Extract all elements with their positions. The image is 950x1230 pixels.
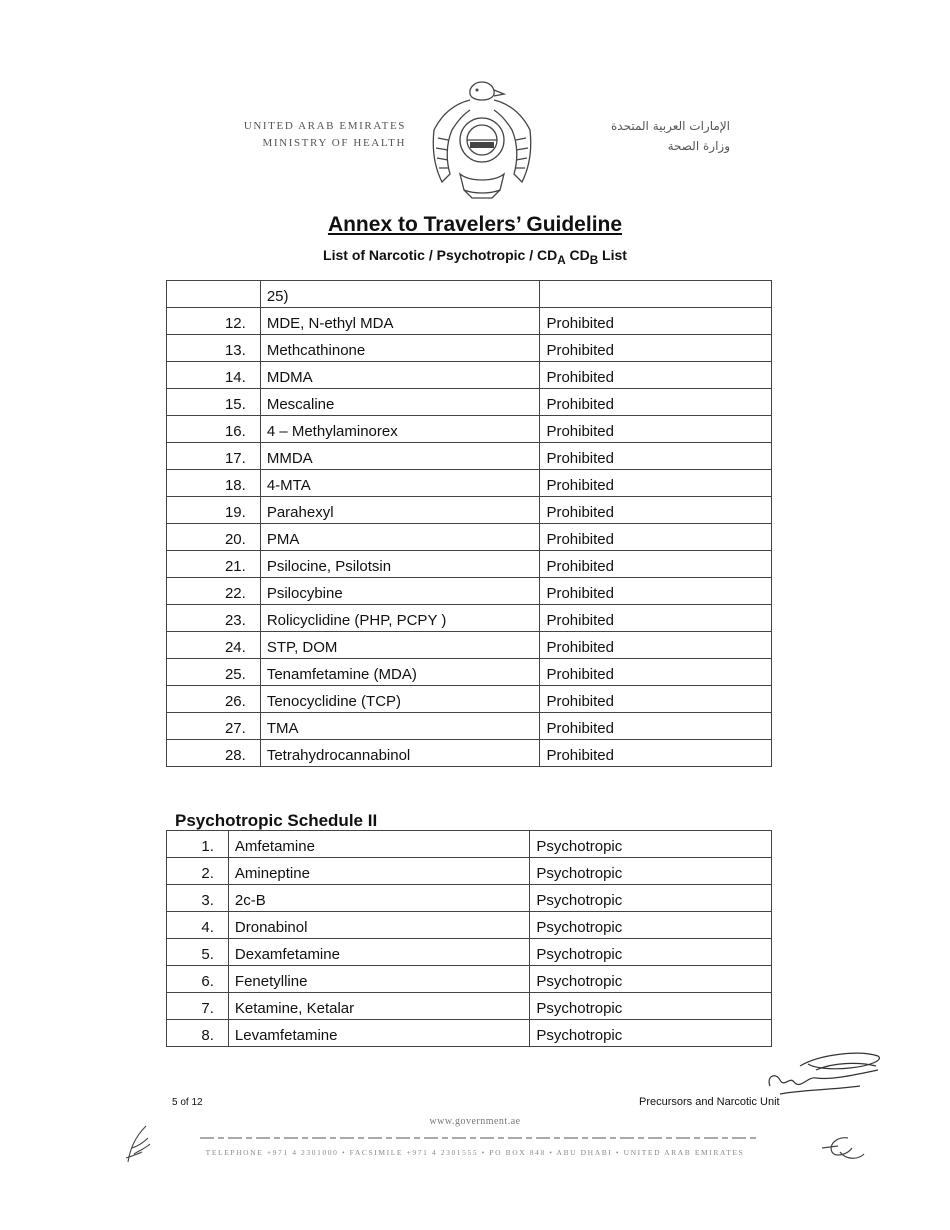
substance-name-cell: [260, 605, 540, 632]
row-number-cell: [167, 497, 261, 524]
row-number-cell: [167, 605, 261, 632]
substance-status: Prohibited: [546, 639, 614, 656]
substance-status-cell: [540, 389, 772, 416]
row-number-cell: [167, 632, 261, 659]
substance-name: MDMA: [266, 369, 313, 386]
row-number: 5.: [201, 946, 214, 963]
table-row: [167, 993, 772, 1020]
substance-status: Psychotropic: [536, 919, 623, 936]
table-row: [167, 497, 772, 524]
table-row: [167, 686, 772, 713]
subtitle-suffix: List: [598, 247, 627, 263]
substance-name: Fenetylline: [234, 973, 308, 990]
table-row: [167, 858, 772, 885]
substance-name: Tenocyclidine (TCP): [266, 693, 402, 710]
substance-name: 4-MTA: [266, 477, 311, 494]
row-number-cell: [167, 966, 229, 993]
substance-status-cell: [530, 939, 772, 966]
substance-status-cell: [540, 308, 772, 335]
substance-name-cell: [228, 885, 529, 912]
row-number-cell: [167, 713, 261, 740]
substance-status: Prohibited: [546, 585, 614, 602]
table-row: [167, 308, 772, 335]
substance-status: Psychotropic: [536, 838, 623, 855]
substance-name: STP, DOM: [266, 639, 338, 656]
substance-status: Prohibited: [546, 369, 614, 386]
substance-name: Levamfetamine: [234, 1027, 338, 1044]
table-row: [167, 740, 772, 767]
substance-status-cell: [540, 497, 772, 524]
substance-status: Prohibited: [546, 504, 614, 521]
handwritten-signature: [760, 1036, 890, 1100]
substance-name: 25): [266, 288, 289, 305]
row-number-cell: [167, 281, 261, 308]
table-row: [167, 443, 772, 470]
table-row: [167, 389, 772, 416]
substance-status-cell: [540, 659, 772, 686]
substance-status: Psychotropic: [536, 1000, 623, 1017]
table-row: [167, 281, 772, 308]
row-number-cell: [167, 470, 261, 497]
handwritten-initials-left: [118, 1118, 158, 1164]
substance-name-cell: [228, 966, 529, 993]
table-row: [167, 912, 772, 939]
substance-status-cell: [540, 740, 772, 767]
substance-status: Prohibited: [546, 558, 614, 575]
substance-status: Prohibited: [546, 531, 614, 548]
row-number: 7.: [201, 1000, 214, 1017]
ministry-name-english: [236, 118, 406, 152]
substance-name-cell: [228, 831, 529, 858]
substance-status: Psychotropic: [536, 946, 623, 963]
subtitle-prefix: List of Narcotic / Psychotropic / CD: [323, 247, 558, 263]
substance-status: Prohibited: [546, 747, 614, 764]
substance-status: Psychotropic: [536, 865, 623, 882]
substance-status-cell: [530, 912, 772, 939]
substance-name: Dexamfetamine: [234, 946, 340, 963]
row-number-cell: [167, 659, 261, 686]
table-row: [167, 416, 772, 443]
document-title: Annex to Travelers’ Guideline: [327, 213, 623, 236]
substance-status: Prohibited: [546, 720, 614, 737]
substance-name-cell: [228, 858, 529, 885]
row-number: 20.: [224, 531, 246, 548]
row-number-cell: [167, 335, 261, 362]
substance-status: Prohibited: [546, 477, 614, 494]
page-number: 5 of 12: [172, 1097, 203, 1108]
ministry-name-arabic: [550, 116, 730, 156]
row-number-cell: [167, 389, 261, 416]
substance-name: Rolicyclidine (PHP, PCPY ): [266, 612, 447, 629]
substance-status-cell: [540, 551, 772, 578]
row-number-cell: [167, 993, 229, 1020]
row-number-cell: [167, 831, 229, 858]
substance-status: Prohibited: [546, 693, 614, 710]
substance-status-cell: [530, 966, 772, 993]
substance-name-cell: [260, 335, 540, 362]
substance-name: Methcathinone: [266, 342, 366, 359]
row-number-cell: [167, 686, 261, 713]
substance-name-cell: [228, 939, 529, 966]
substance-status-cell: [540, 362, 772, 389]
substance-name-cell: [228, 993, 529, 1020]
table-row: [167, 659, 772, 686]
contact-line-english: TELEPHONE +971 4 2301000 • FACSIMILE +971 4 2301555 • PO BOX 848 • ABU DHABI • UNITED ARAB EMIRATES: [205, 1148, 745, 1157]
substance-name-cell: [260, 497, 540, 524]
substance-status: Prohibited: [546, 423, 614, 440]
table-row: [167, 551, 772, 578]
table-row: [167, 470, 772, 497]
row-number: 16.: [224, 423, 246, 440]
handwritten-initials-right: [818, 1130, 868, 1166]
row-number: 26.: [224, 693, 246, 710]
row-number: 13.: [224, 342, 246, 359]
ministry-line-english: MINISTRY OF HEALTH: [262, 137, 406, 149]
row-number: 18.: [224, 477, 246, 494]
row-number-cell: [167, 524, 261, 551]
uae-emblem-logo: [424, 78, 540, 200]
table-row: [167, 939, 772, 966]
row-number: 25.: [224, 666, 246, 683]
substance-status: Prohibited: [546, 396, 614, 413]
substance-status-cell: [540, 416, 772, 443]
substance-name: Psilocine, Psilotsin: [266, 558, 392, 575]
substance-name: Ketamine, Ketalar: [234, 1000, 355, 1017]
substance-status: Psychotropic: [536, 973, 623, 990]
row-number-cell: [167, 885, 229, 912]
row-number-cell: [167, 551, 261, 578]
substance-name-cell: [260, 524, 540, 551]
row-number-cell: [167, 416, 261, 443]
substance-status-cell: [540, 443, 772, 470]
row-number: 6.: [201, 973, 214, 990]
table-row: [167, 362, 772, 389]
substance-name: MMDA: [266, 450, 313, 467]
substance-status-cell: [540, 632, 772, 659]
substance-name: Parahexyl: [266, 504, 334, 521]
row-number: 17.: [224, 450, 246, 467]
substance-status: Prohibited: [546, 315, 614, 332]
row-number: 4.: [201, 919, 214, 936]
substance-status-cell: [540, 578, 772, 605]
substance-status: Prohibited: [546, 450, 614, 467]
row-number: 3.: [201, 892, 214, 909]
substance-status: Psychotropic: [536, 1027, 623, 1044]
row-number: 24.: [224, 639, 246, 656]
table-row: [167, 831, 772, 858]
country-name-english: UNITED ARAB EMIRATES: [243, 120, 406, 132]
row-number-cell: [167, 912, 229, 939]
substance-name: Psilocybine: [266, 585, 343, 602]
substance-status-cell: [540, 713, 772, 740]
row-number: 22.: [224, 585, 246, 602]
substance-name: Tenamfetamine (MDA): [266, 666, 417, 683]
row-number: 28.: [224, 747, 246, 764]
row-number: 12.: [224, 315, 246, 332]
table-row: [167, 578, 772, 605]
substance-status: Prohibited: [546, 612, 614, 629]
substance-name-cell: [260, 740, 540, 767]
substance-name-cell: [260, 281, 540, 308]
psychotropic-schedule-ii-table: [166, 830, 772, 1047]
substance-name: PMA: [266, 531, 300, 548]
substance-name-cell: [260, 470, 540, 497]
country-name-arabic: الإمارات العربية المتحدة: [611, 119, 730, 133]
substance-status-cell: [530, 1020, 772, 1047]
row-number: 21.: [224, 558, 246, 575]
row-number-cell: [167, 362, 261, 389]
substance-name: Amineptine: [234, 865, 310, 882]
table-row: [167, 605, 772, 632]
row-number: 27.: [224, 720, 246, 737]
subtitle-mid: CD: [565, 247, 590, 263]
substance-name-cell: [260, 362, 540, 389]
substance-name: Dronabinol: [234, 919, 308, 936]
table-row: [167, 524, 772, 551]
substance-name: 4 – Methylaminorex: [266, 423, 398, 440]
substance-name-cell: [260, 713, 540, 740]
substance-name-cell: [260, 443, 540, 470]
substance-name: Tetrahydrocannabinol: [266, 747, 411, 764]
substance-name-cell: [260, 686, 540, 713]
row-number: 2.: [201, 865, 214, 882]
substance-name: Amfetamine: [234, 838, 315, 855]
row-number: 14.: [224, 369, 246, 386]
row-number: 15.: [224, 396, 246, 413]
substance-status-cell: [530, 831, 772, 858]
row-number-cell: [167, 858, 229, 885]
substance-name-cell: [228, 1020, 529, 1047]
substance-status-cell: [540, 524, 772, 551]
substance-name: TMA: [266, 720, 299, 737]
table-row: [167, 1020, 772, 1047]
substance-name: MDE, N-ethyl MDA: [266, 315, 394, 332]
unit-name: Precursors and Narcotic Unit: [639, 1096, 780, 1108]
row-number: 23.: [224, 612, 246, 629]
table-row: [167, 966, 772, 993]
substance-status: Prohibited: [546, 666, 614, 683]
substance-name-cell: [260, 578, 540, 605]
document-subtitle: [0, 247, 950, 267]
substance-name-cell: [260, 416, 540, 443]
substance-name: Mescaline: [266, 396, 335, 413]
substance-name-cell: [260, 632, 540, 659]
ministry-line-arabic: وزارة الصحة: [667, 139, 730, 153]
table-row: [167, 632, 772, 659]
row-number: 1.: [201, 838, 214, 855]
row-number-cell: [167, 578, 261, 605]
substance-status: Prohibited: [546, 342, 614, 359]
substance-status-cell: [540, 335, 772, 362]
substance-name-cell: [260, 551, 540, 578]
row-number: 8.: [201, 1027, 214, 1044]
substance-status-cell: [540, 686, 772, 713]
row-number-cell: [167, 1020, 229, 1047]
substance-name-cell: [228, 912, 529, 939]
substance-status-cell: [540, 470, 772, 497]
row-number: 19.: [224, 504, 246, 521]
row-number-cell: [167, 740, 261, 767]
table-row: [167, 713, 772, 740]
prohibited-substances-table: [166, 280, 772, 767]
substance-status-cell: [540, 605, 772, 632]
row-number-cell: [167, 443, 261, 470]
row-number-cell: [167, 308, 261, 335]
table-row: [167, 335, 772, 362]
subtitle-subscript-a: A: [557, 253, 566, 267]
table-row: [167, 885, 772, 912]
arabic-contact-line: [200, 1134, 760, 1142]
substance-name: 2c-B: [234, 892, 266, 909]
substance-status-cell: [540, 281, 772, 308]
website-link[interactable]: www.government.ae: [429, 1116, 521, 1127]
substance-status-cell: [530, 858, 772, 885]
substance-status-cell: [530, 885, 772, 912]
substance-name-cell: [260, 308, 540, 335]
subtitle-subscript-b: B: [589, 253, 599, 267]
substance-status-cell: [530, 993, 772, 1020]
substance-name-cell: [260, 659, 540, 686]
substance-status: Psychotropic: [536, 892, 623, 909]
substance-name-cell: [260, 389, 540, 416]
row-number-cell: [167, 939, 229, 966]
section-heading-psychotropic-schedule-ii: Psychotropic Schedule II: [175, 811, 378, 830]
